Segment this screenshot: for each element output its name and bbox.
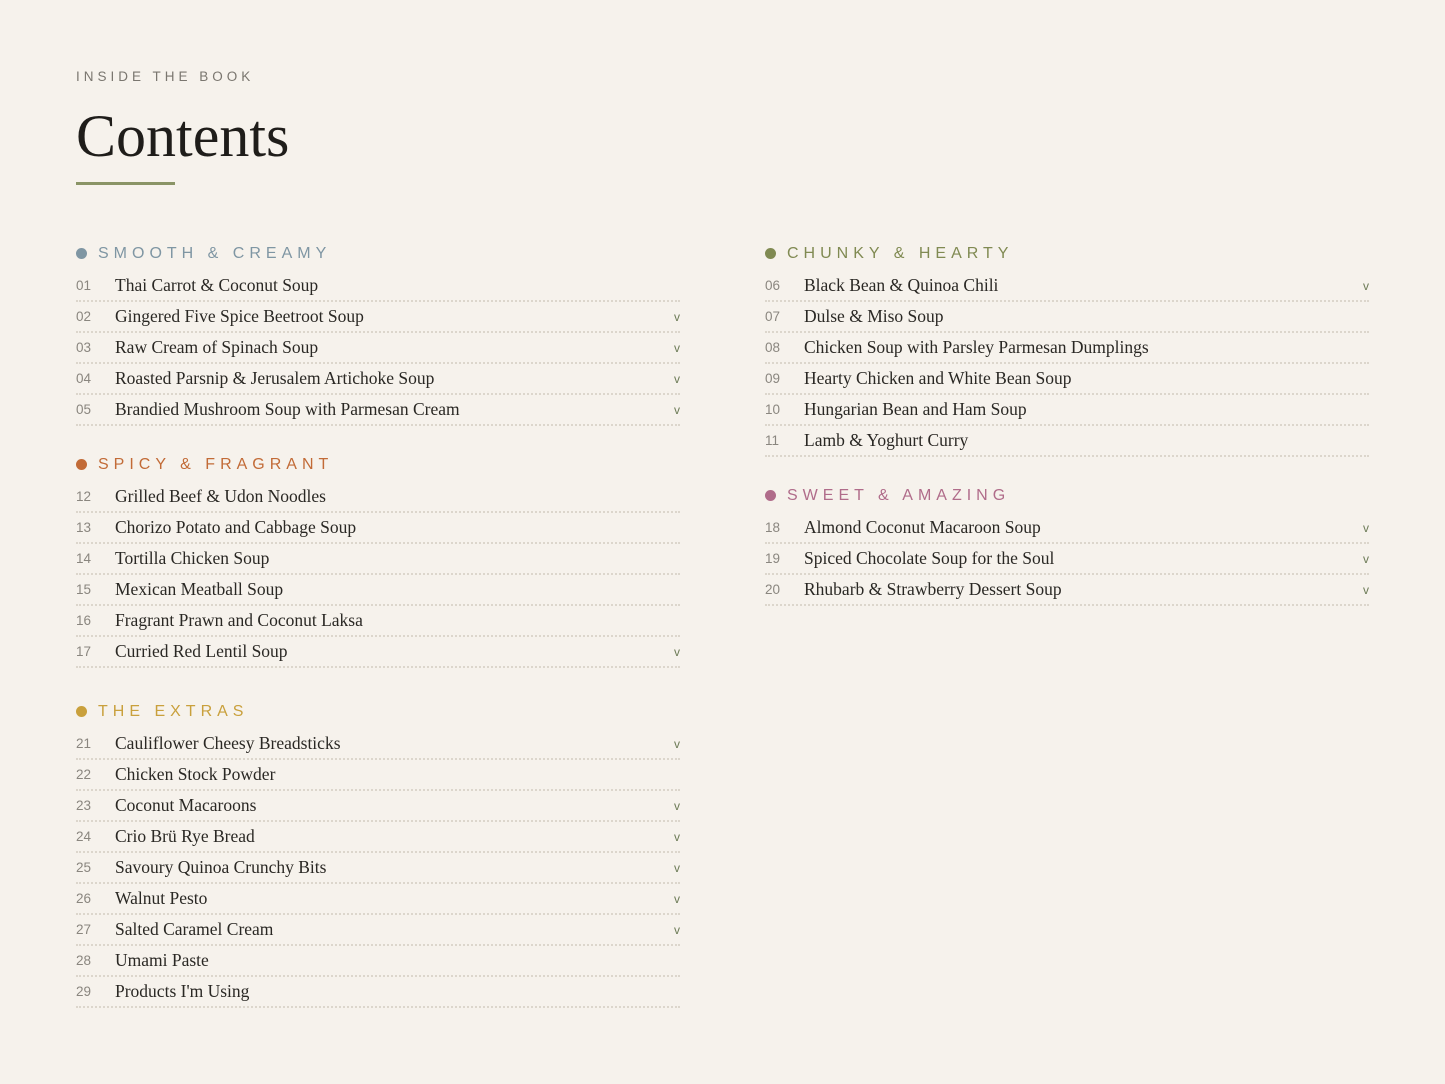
entry-number: 07 bbox=[765, 309, 781, 324]
entry-number: 29 bbox=[76, 984, 92, 999]
entry-title: Walnut Pesto bbox=[115, 888, 208, 908]
entry-mark: v bbox=[674, 402, 680, 417]
recipe-list bbox=[765, 271, 1369, 457]
entry-title: Almond Coconut Macaroon Soup bbox=[804, 517, 1041, 537]
section-spicy-fragrant bbox=[76, 453, 680, 668]
entry-title: Savoury Quinoa Crunchy Bits bbox=[115, 857, 327, 877]
entry-title: Hungarian Bean and Ham Soup bbox=[804, 399, 1027, 419]
entry-mark: v bbox=[674, 736, 680, 751]
entry-number: 27 bbox=[76, 922, 92, 937]
entry-title: Rhubarb & Strawberry Dessert Soup bbox=[804, 579, 1062, 599]
entry-number: 08 bbox=[765, 340, 781, 355]
entry-number: 04 bbox=[76, 371, 92, 386]
entry-number: 19 bbox=[765, 551, 781, 566]
contents-entry[interactable] bbox=[765, 302, 1369, 333]
entry-title: Umami Paste bbox=[115, 950, 209, 970]
entry-title: Spiced Chocolate Soup for the Soul bbox=[804, 548, 1055, 568]
contents-entry[interactable] bbox=[765, 271, 1369, 302]
contents-entry[interactable] bbox=[765, 333, 1369, 364]
entry-title: Grilled Beef & Udon Noodles bbox=[115, 486, 326, 506]
entry-title: Mexican Meatball Soup bbox=[115, 579, 284, 599]
entry-number: 12 bbox=[76, 489, 92, 504]
section-the-extras bbox=[76, 700, 680, 1008]
section-smooth-creamy bbox=[76, 242, 680, 426]
entry-number: 06 bbox=[765, 278, 781, 293]
contents-entry[interactable] bbox=[76, 544, 680, 575]
entry-title: Cauliflower Cheesy Breadsticks bbox=[115, 733, 341, 753]
contents-entry[interactable] bbox=[76, 760, 680, 791]
entry-title: Brandied Mushroom Soup with Parmesan Cream bbox=[115, 399, 460, 419]
entry-number: 20 bbox=[765, 582, 781, 597]
recipe-list bbox=[76, 482, 680, 668]
contents-entry[interactable] bbox=[76, 302, 680, 333]
contents-entry[interactable] bbox=[76, 915, 680, 946]
title-underline bbox=[76, 182, 175, 185]
entry-number: 10 bbox=[765, 402, 781, 417]
page-title: Contents bbox=[76, 103, 290, 169]
entry-mark: v bbox=[1363, 582, 1369, 597]
section-dot-icon bbox=[76, 459, 87, 470]
entry-mark: v bbox=[674, 798, 680, 813]
entry-title: Dulse & Miso Soup bbox=[804, 306, 944, 326]
entry-title: Products I'm Using bbox=[115, 981, 250, 1001]
entry-mark: v bbox=[674, 309, 680, 324]
entry-number: 23 bbox=[76, 798, 92, 813]
entry-mark: v bbox=[1363, 551, 1369, 566]
contents-entry[interactable] bbox=[76, 575, 680, 606]
recipe-list bbox=[765, 513, 1369, 606]
entry-mark: v bbox=[674, 891, 680, 906]
entry-title: Lamb & Yoghurt Curry bbox=[804, 430, 969, 450]
recipe-list bbox=[76, 271, 680, 426]
entry-number: 26 bbox=[76, 891, 92, 906]
entry-mark: v bbox=[674, 860, 680, 875]
entry-number: 09 bbox=[765, 371, 781, 386]
entry-number: 21 bbox=[76, 736, 92, 751]
entry-title: Chicken Stock Powder bbox=[115, 764, 276, 784]
section-heading bbox=[76, 700, 680, 723]
section-sweet-amazing bbox=[765, 484, 1369, 606]
entry-mark: v bbox=[1363, 520, 1369, 535]
section-heading-label: CHUNKY & HEARTY bbox=[787, 244, 1014, 262]
section-heading-label: SWEET & AMAZING bbox=[787, 486, 1011, 504]
section-chunky-hearty bbox=[765, 242, 1369, 457]
contents-entry[interactable] bbox=[76, 364, 680, 395]
entry-number: 22 bbox=[76, 767, 92, 782]
section-heading bbox=[76, 453, 680, 476]
contents-entry[interactable] bbox=[76, 822, 680, 853]
contents-entry[interactable] bbox=[76, 637, 680, 668]
entry-mark: v bbox=[674, 644, 680, 659]
entry-mark: v bbox=[674, 829, 680, 844]
contents-entry[interactable] bbox=[765, 513, 1369, 544]
entry-mark: v bbox=[674, 922, 680, 937]
entry-title: Fragrant Prawn and Coconut Laksa bbox=[115, 610, 363, 630]
contents-entry[interactable] bbox=[76, 729, 680, 760]
contents-entry[interactable] bbox=[76, 513, 680, 544]
section-dot-icon bbox=[76, 248, 87, 259]
section-dot-icon bbox=[76, 706, 87, 717]
entry-mark: v bbox=[674, 340, 680, 355]
entry-number: 24 bbox=[76, 829, 92, 844]
entry-title: Coconut Macaroons bbox=[115, 795, 257, 815]
contents-entry[interactable] bbox=[76, 395, 680, 426]
entry-number: 14 bbox=[76, 551, 92, 566]
contents-entry[interactable] bbox=[76, 977, 680, 1008]
section-heading bbox=[76, 242, 680, 265]
section-heading bbox=[765, 484, 1369, 507]
contents-column-right bbox=[765, 242, 1369, 606]
section-heading-label: SMOOTH & CREAMY bbox=[98, 244, 332, 262]
recipe-list bbox=[76, 729, 680, 1008]
section-dot-icon bbox=[765, 248, 776, 259]
contents-entry[interactable] bbox=[76, 791, 680, 822]
entry-title: Curried Red Lentil Soup bbox=[115, 641, 288, 661]
entry-title: Black Bean & Quinoa Chili bbox=[804, 275, 999, 295]
entry-number: 01 bbox=[76, 278, 92, 293]
section-dot-icon bbox=[765, 490, 776, 501]
contents-entry[interactable] bbox=[765, 544, 1369, 575]
entry-number: 15 bbox=[76, 582, 92, 597]
entry-number: 13 bbox=[76, 520, 92, 535]
entry-title: Thai Carrot & Coconut Soup bbox=[115, 275, 319, 295]
entry-title: Gingered Five Spice Beetroot Soup bbox=[115, 306, 364, 326]
section-heading-label: SPICY & FRAGRANT bbox=[98, 455, 334, 473]
contents-entry[interactable] bbox=[765, 364, 1369, 395]
entry-title: Chicken Soup with Parsley Parmesan Dumplings bbox=[804, 337, 1149, 357]
contents-entry[interactable] bbox=[76, 884, 680, 915]
entry-title: Crio Brü Rye Bread bbox=[115, 826, 255, 846]
contents-entry[interactable] bbox=[76, 482, 680, 513]
contents-entry[interactable] bbox=[765, 426, 1369, 457]
entry-number: 16 bbox=[76, 613, 92, 628]
entry-title: Chorizo Potato and Cabbage Soup bbox=[115, 517, 357, 537]
contents-entry[interactable] bbox=[76, 271, 680, 302]
entry-number: 17 bbox=[76, 644, 92, 659]
page-kicker: INSIDE THE BOOK bbox=[76, 69, 255, 84]
entry-number: 25 bbox=[76, 860, 92, 875]
entry-number: 03 bbox=[76, 340, 92, 355]
entry-title: Hearty Chicken and White Bean Soup bbox=[804, 368, 1072, 388]
entry-number: 28 bbox=[76, 953, 92, 968]
entry-number: 02 bbox=[76, 309, 92, 324]
contents-entry[interactable] bbox=[765, 575, 1369, 606]
entry-number: 05 bbox=[76, 402, 92, 417]
entry-title: Roasted Parsnip & Jerusalem Artichoke Soup bbox=[115, 368, 435, 388]
contents-entry[interactable] bbox=[76, 606, 680, 637]
entry-title: Raw Cream of Spinach Soup bbox=[115, 337, 319, 357]
entry-mark: v bbox=[674, 371, 680, 386]
entry-mark: v bbox=[1363, 278, 1369, 293]
entry-title: Tortilla Chicken Soup bbox=[115, 548, 270, 568]
entry-title: Salted Caramel Cream bbox=[115, 919, 274, 939]
contents-column-left bbox=[76, 242, 680, 1008]
contents-entry[interactable] bbox=[765, 395, 1369, 426]
entry-number: 18 bbox=[765, 520, 781, 535]
section-heading-label: THE EXTRAS bbox=[98, 702, 249, 720]
contents-entry[interactable] bbox=[76, 946, 680, 977]
contents-entry[interactable] bbox=[76, 333, 680, 364]
contents-entry[interactable] bbox=[76, 853, 680, 884]
entry-number: 11 bbox=[765, 433, 780, 448]
section-heading bbox=[765, 242, 1369, 265]
